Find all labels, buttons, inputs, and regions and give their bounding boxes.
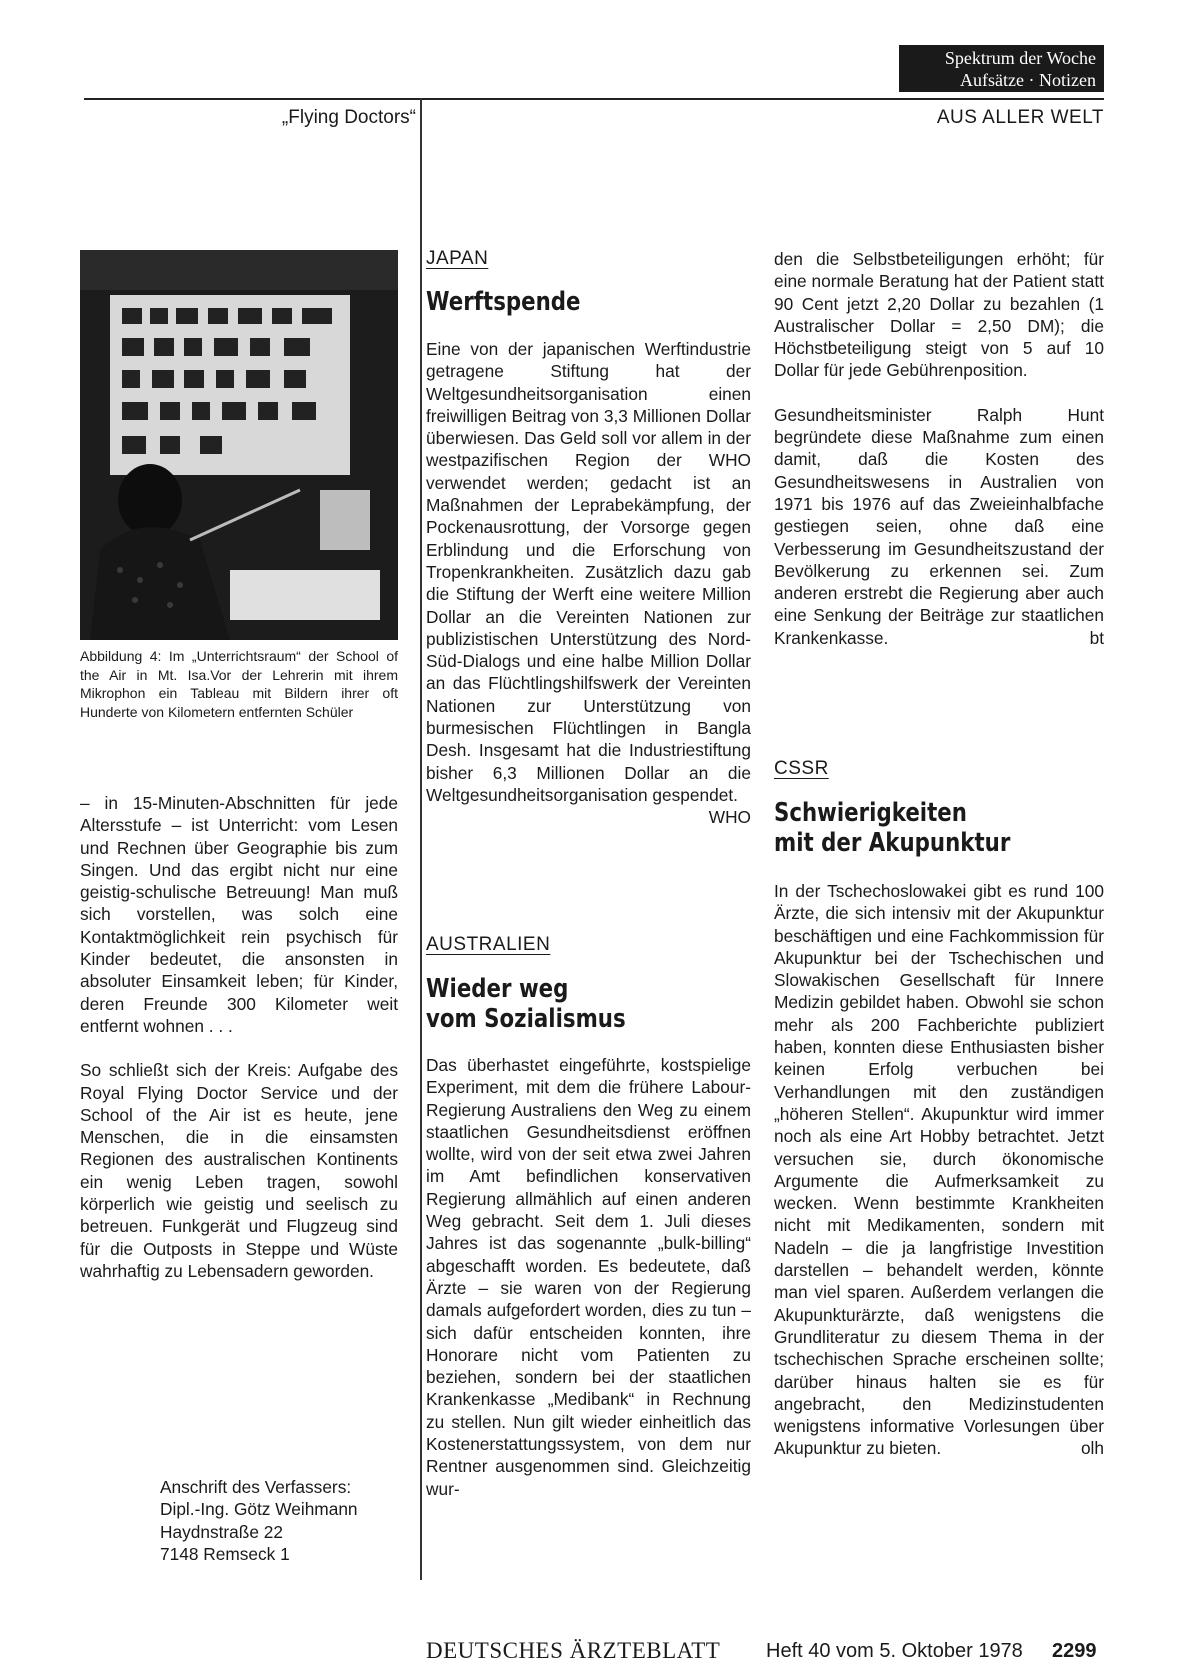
article-signature: bt	[1089, 627, 1104, 648]
page-number: 2299	[1052, 1640, 1097, 1662]
photo-illustration	[80, 250, 398, 640]
badge-line-2: Aufsätze · Notizen	[960, 70, 1096, 90]
australien-kicker: AUSTRALIEN	[426, 934, 551, 955]
author-address	[160, 1476, 410, 1565]
paragraph: – in 15-Minuten-Abschnitten für jede Altersstufe – ist Unterricht: vom Lesen und Rechnen über Geographie bis zum Singen. Und das ergibt nicht nur eine geistig-schulische Betreuung! Man muß sich vorstellen, was solch eine Kontaktmöglichkeit rein psychisch für Kinder bedeutet, die ansonsten in absoluter Einsamkeit leben; für Kinder, deren Freunde 300 Kilometer weit entfernt wohnen . . .	[80, 793, 398, 1036]
japan-kicker: JAPAN	[426, 248, 489, 269]
publication-name: DEUTSCHES ÄRZTEBLATT	[426, 1638, 721, 1663]
article-body-text: In der Tschechoslowakei gibt es rund 100 Ärzte, die sich intensiv mit der Akupunktur beschäftigen und eine Fachkommission für Akupunktur bei der Tschechischen und Slowakischen Gesellschaft für Innere Medizin gebildet haben. Obwohl sie schon mehr als 200 Fachberichte publiziert haben, konnten diese Enthusiasten bisher keinen Erfolg verbuchen bei Verhandlungen mit den zuständigen „höheren Stellen“. Akupunktur wird immer noch als eine Art Hobby betrachtet. Jetzt versuchen sie, durch ökonomische Argumente die Aufmerksamkeit zu wecken. Wenn bestimmte Krankheiten nicht mit Medikamenten, sondern mit Nadeln – die ja langfristige Investition darstellen – behandelt werden, könnte man viel sparen. Außerdem verlangen die Akupunkturärzte, daß wenigstens die Grundliteratur zu diesem Thema in der tschechischen Sprache erscheinen sollte; darüber hinaus halten sie es für angebracht, den Medizinstudenten wenigstens informative Vorlesungen über Akupunktur zu bieten.	[774, 881, 1104, 1459]
japan-body	[426, 338, 751, 829]
paragraph: So schließt sich der Kreis: Aufgabe des Royal Flying Doctor Service und der School of the Air ist es heute, jene Menschen, die in die einsamsten Regionen des australischen Kontinents ein wenig Leben tragen, sowohl körperlich wie geistig und seelisch zu betreuen. Funkgerät und Flugzeug sind für die Outposts in Steppe und Wüste wahrhaftig zu Lebensadern geworden.	[80, 1060, 398, 1281]
address-line: Dipl.-Ing. Götz Weihmann	[160, 1499, 358, 1520]
left-column-text	[80, 792, 398, 1282]
australien-continued	[774, 248, 1104, 649]
header-rule	[84, 98, 1104, 100]
cssr-kicker: CSSR	[774, 758, 829, 779]
article-signature: olh	[1080, 1438, 1104, 1459]
figure-caption: Abbildung 4: Im „Unterrichtsraum“ der School of the Air in Mt. Isa.Vor der Lehrerin mit ihrem Mikrophon ein Tableau mit Bildern ihrer oft Hunderte von Kilometern entfernten Schüler	[80, 648, 398, 721]
article-running-title: „Flying Doctors“	[281, 107, 416, 128]
issue-info: Heft 40 vom 5. Oktober 1978	[766, 1640, 1023, 1662]
australien-title-2: vom Sozialismus	[426, 1004, 626, 1034]
article-body-text: Eine von der japanischen Werftindustrie getragene Stiftung hat der Weltgesundheitsorganisation einen freiwilligen Beitrag von 3,3 Millionen Dollar überwiesen. Das Geld soll vor allem in der westpazifischen Region der WHO verwendet werden; gedacht ist an Maßnahmen der Leprabekämpfung, der Pockenausrottung, der Vorsorge gegen Erblindung und die Erforschung von Tropenkrankheiten. Zusätzlich dazu gab die Stiftung der Werft eine weitere Million Dollar an die Vereinten Nationen zur publizistischen Unterstützung des Nord-Süd-Dialogs und eine halbe Million Dollar an das Flüchtlingshilfswerk der Vereinten Nationen zur Unterstützung von burmesischen Flüchtlingen in Bangla Desh. Insgesamt hat die Industriestiftung bisher 6,3 Millionen Dollar an die Weltgesundheitsorganisation gespendet.	[426, 339, 751, 805]
article-signature: WHO	[708, 807, 751, 828]
section-badge	[899, 45, 1104, 92]
column-divider	[420, 98, 422, 1580]
address-line: Haydnstraße 22	[160, 1521, 283, 1542]
badge-line-1: Spektrum der Woche	[944, 48, 1096, 68]
paragraph: den die Selbstbeteiligungen erhöht; für eine normale Beratung hat der Patient statt 90 Cent jetzt 2,20 Dollar zu bezahlen (1 Australischer Dollar = 2,50 DM); die Höchstbeteiligung steigt von 5 auf 10 Dollar für jede Gebührenposition.	[774, 249, 1104, 381]
cssr-title-2: mit der Akupunktur	[774, 828, 1011, 858]
cssr-title-1: Schwierigkeiten	[774, 798, 967, 828]
section-running-title: AUS ALLER WELT	[936, 107, 1104, 128]
address-line: Anschrift des Verfassers:	[160, 1477, 352, 1497]
cssr-body	[774, 880, 1104, 1460]
australien-body: Das überhastet eingeführte, kostspielige Experiment, mit dem die frühere Labour-Regierung Australiens den Weg zu einem staatlichen Gesundheitsdienst eröffnen wollte, wird von der seit etwa zwei Jahren im Amt befindlichen konservativen Regierung allmählich auf einen anderen Weg gebracht. Seit dem 1. Juli dieses Jahres ist das sogenannte „bulk-billing“ abgeschafft worden. Es bedeutete, daß Ärzte – sie waren von der Regierung damals aufgefordert worden, dies zu tun – sich dafür entscheiden konnten, ihre Honorare nicht vom Patienten zu beziehen, sondern bei der staatlichen Krankenkasse „Medibank“ in Rechnung zu stellen. Nun gilt wieder einheitlich das Kostenerstattungssystem, von dem nur Rentner ausgenommen sind. Gleichzeitig wur-	[426, 1055, 751, 1499]
classroom-photo	[80, 250, 398, 640]
australien-title-1: Wieder weg	[426, 974, 569, 1004]
address-line: 7148 Remseck 1	[160, 1543, 290, 1564]
paragraph: Gesundheitsminister Ralph Hunt begründete diese Maßnahme zum einen damit, daß die Kosten des Gesundheitswesens in Australien von 1971 bis 1976 auf das Zweieinhalbfache gestiegen seien, ohne daß eine Verbesserung im Gesundheitszustand der Bevölkerung zu erkennen sei. Zum anderen erstrebt die Regierung aber auch eine Senkung der Beiträge zur staatlichen Krankenkasse.	[774, 404, 1104, 648]
japan-title: Werftspende	[426, 287, 581, 317]
